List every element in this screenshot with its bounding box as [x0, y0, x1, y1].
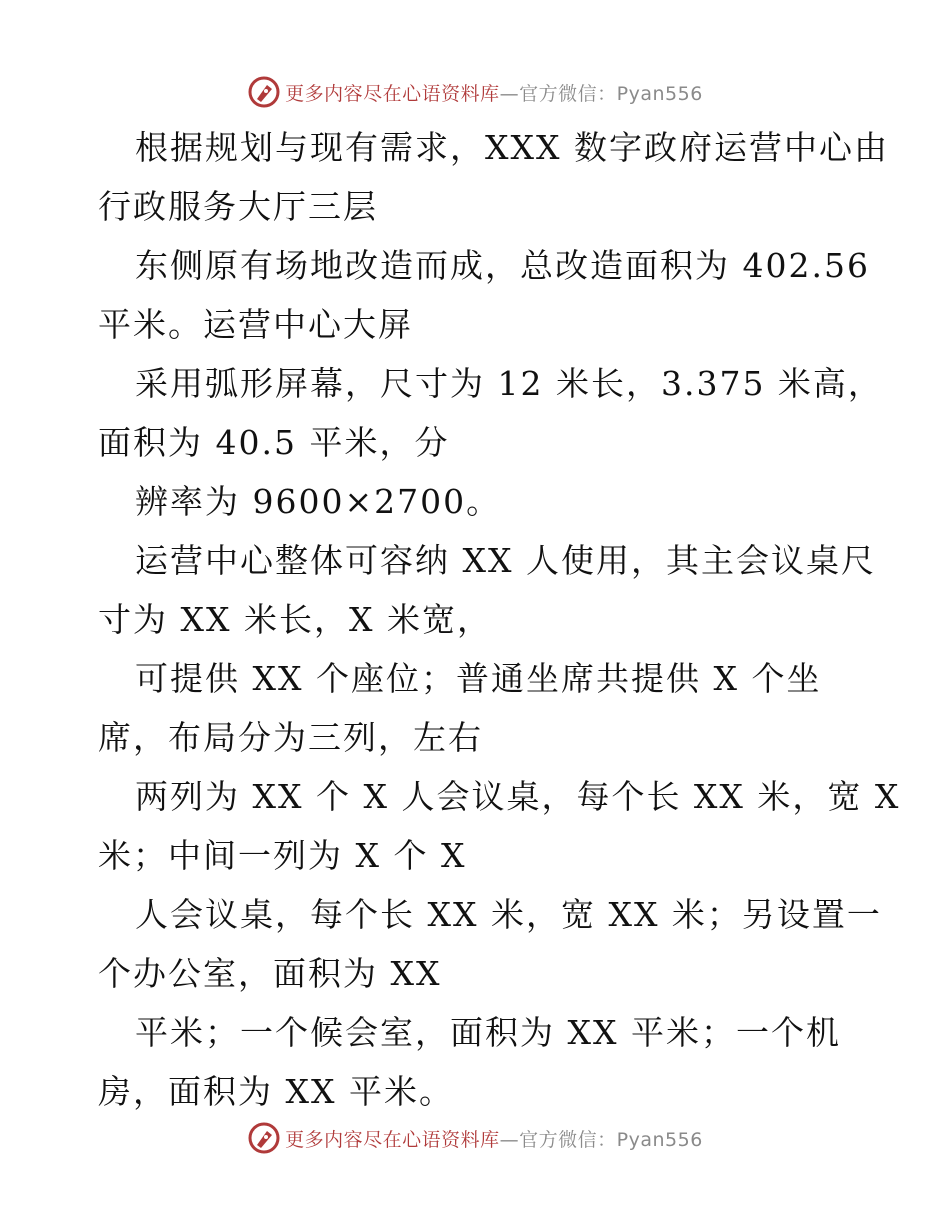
text-line: 平米。运营中心大屏: [98, 305, 413, 344]
pen-nib-circle-icon: [247, 1121, 281, 1155]
text-line: 米；中间一列为 X 个 X: [98, 836, 467, 875]
pen-nib-circle-icon: [247, 75, 281, 109]
text-line: 人会议桌，每个长 XX 米，宽 XX 米；另设置一: [135, 895, 882, 934]
text-line: 房，面积为 XX 平米。: [98, 1072, 454, 1111]
text-line: 行政服务大厅三层: [98, 187, 378, 226]
header-watermark: [0, 72, 950, 112]
text-line: 平米；一个候会室，面积为 XX 平米；一个机: [135, 1013, 841, 1052]
text-line: 两列为 XX 个 X 人会议桌，每个长 XX 米，宽 X: [135, 777, 901, 816]
text-line: 根据规划与现有需求，XXX 数字政府运营中心由: [135, 128, 889, 167]
text-line: 东侧原有场地改造而成，总改造面积为 402.56: [135, 246, 870, 285]
text-line: 辨率为 9600×2700。: [135, 482, 502, 521]
text-line: 可提供 XX 个座位；普通坐席共提供 X 个坐: [135, 659, 822, 698]
text-line: 席，布局分为三列，左右: [98, 718, 483, 757]
footer-watermark: [0, 1118, 950, 1158]
text-line: 面积为 40.5 平米，分: [98, 423, 450, 462]
text-line: 寸为 XX 米长，X 米宽，: [98, 600, 492, 639]
text-line: 采用弧形屏幕，尺寸为 12 米长，3.375 米高，: [135, 364, 883, 403]
watermark-text: 更多内容尽在心语资料库—官方微信：Pyan556: [285, 1128, 703, 1151]
text-line: 运营中心整体可容纳 XX 人使用，其主会议桌尺: [135, 541, 876, 580]
document-body: [98, 118, 901, 1121]
watermark-text: 更多内容尽在心语资料库—官方微信：Pyan556: [285, 82, 703, 105]
text-line: 个办公室，面积为 XX: [98, 954, 442, 993]
